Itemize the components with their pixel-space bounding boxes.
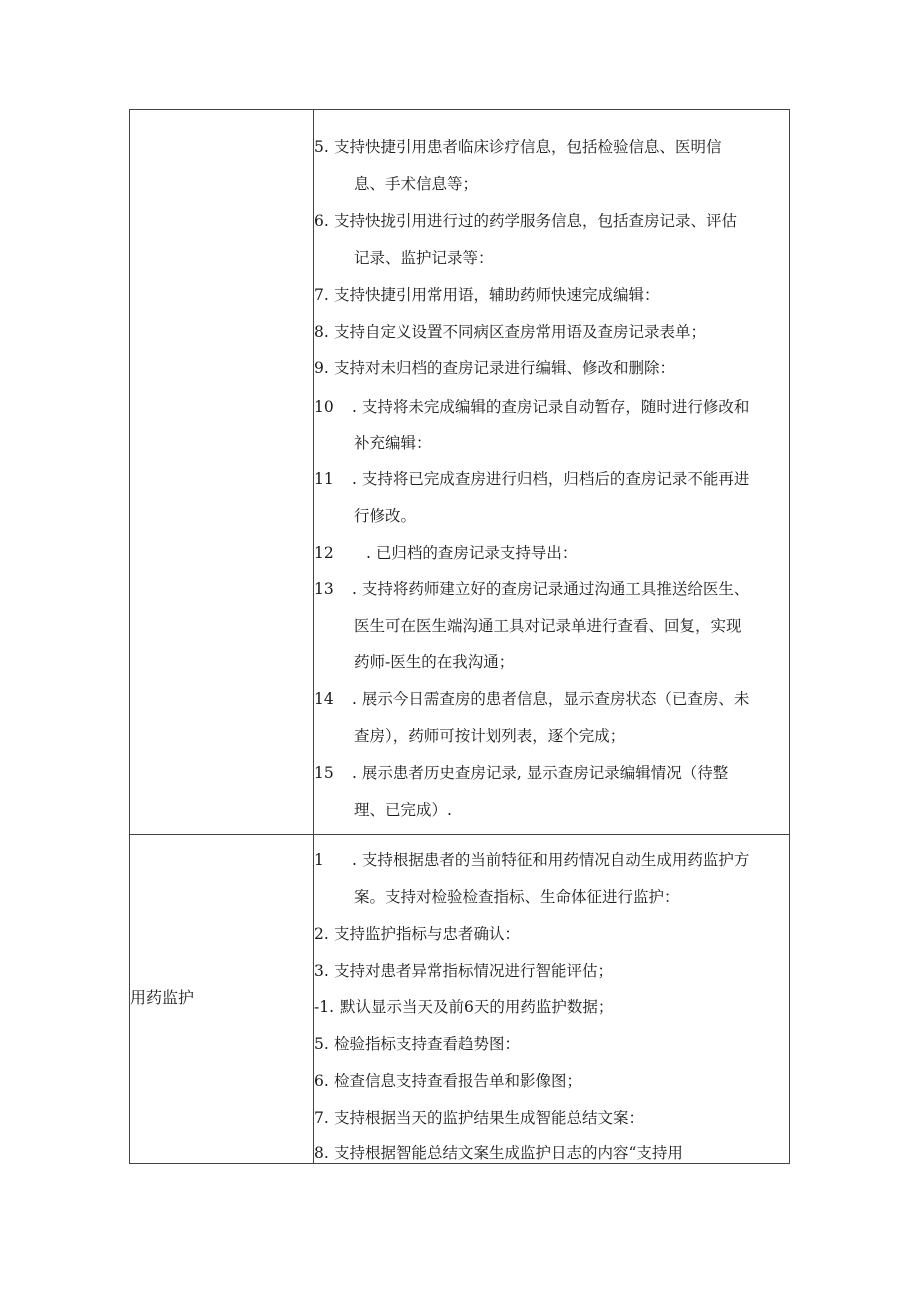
item-number: 11 bbox=[314, 470, 334, 488]
item-number: 3. bbox=[314, 962, 329, 980]
item-text: 补充编辑： bbox=[354, 434, 432, 452]
item-text: 支持监护指标与忠者确认： bbox=[334, 925, 521, 943]
item-text: 行修改。 bbox=[354, 507, 417, 525]
item-number: 15 bbox=[314, 764, 334, 782]
item-text: 案。支持对检验检查指标、生命体征进行监护： bbox=[354, 888, 680, 906]
item-text: 理、已完成）. bbox=[354, 801, 452, 819]
item-number: 12 bbox=[314, 544, 334, 562]
table-right-border bbox=[789, 109, 790, 1164]
item-number: 14 bbox=[314, 690, 334, 708]
item-number: -1. bbox=[314, 998, 335, 1016]
item-text: 检查信息支持查看报告单和影像图； bbox=[334, 1072, 583, 1090]
item-text: 医生可在医生端沟通工具对记录单进行查看、回复，实现 bbox=[354, 617, 742, 635]
item-text: 药师-医生的在我沟通； bbox=[354, 653, 515, 671]
item-text: . 展示患者历史查房记录, 显示查房记录编辑情况（待整 bbox=[352, 764, 729, 782]
item-number: 8. bbox=[314, 1144, 329, 1162]
item-text: . 支持将药师建立好的查房记录通过沟通工具推送给医生、 bbox=[352, 580, 750, 598]
item-number: 9. bbox=[314, 359, 329, 377]
item-number: 5. bbox=[314, 1035, 329, 1053]
item-text: 支持快捷引用患者临床诊疗信息，包括检验信息、医明信 bbox=[334, 138, 722, 156]
item-text: 支持对未归档的查房记录进行编辑、修改和删除： bbox=[334, 359, 676, 377]
item-number: 7. bbox=[314, 1109, 329, 1127]
item-text: 记录、监护记录等： bbox=[354, 249, 494, 267]
item-text: 支持根据智能总结文案生成监护日志的内容“支持用 bbox=[334, 1144, 683, 1162]
item-text: . 展示今日需查房的患者信息，显示查房状态（已查房、未 bbox=[352, 690, 750, 708]
table-top-border bbox=[129, 109, 790, 110]
item-text: 支持对患者异常指标情况进行智能评估； bbox=[334, 962, 614, 980]
item-text: . 支持将未完成编辑的查房记录自动暂存，随时进行修改和 bbox=[352, 398, 750, 416]
item-text: 支持快拢引用进行过的药学服务信息，包括查房记录、评估 bbox=[334, 212, 738, 230]
item-number: 1 bbox=[314, 851, 324, 869]
item-text: 默认显示当天及前6天的用药监护数据； bbox=[340, 998, 614, 1016]
item-text: 查房），药师可按计划列表，逐个完成； bbox=[354, 727, 626, 745]
item-number: 8. bbox=[314, 323, 329, 341]
item-text: . 支持根据患者的当前特征和用药情况自动生成用药监护方 bbox=[352, 851, 750, 869]
item-text: . 已归档的查房记录支持导出： bbox=[366, 544, 578, 562]
item-number: 10 bbox=[314, 398, 334, 416]
item-text: 支持自定义设置不同病区查房常用语及查房记录表单； bbox=[334, 323, 707, 341]
item-text: . 支持将已完成查房进行归档，归档后的查房记录不能再进 bbox=[352, 470, 750, 488]
item-text: 息、手术信息等； bbox=[354, 175, 479, 193]
table-row-divider bbox=[129, 834, 790, 835]
row-label-medication-monitoring: 用药监护 bbox=[130, 988, 195, 1007]
item-text: 检验指标支持查看趋势图： bbox=[334, 1035, 521, 1053]
item-number: 7. bbox=[314, 286, 329, 304]
item-number: 6. bbox=[314, 212, 329, 230]
item-number: 6. bbox=[314, 1072, 329, 1090]
item-number: 2. bbox=[314, 925, 329, 943]
item-text: 支持快捷引用常用语，辅助药师快速完成编辑： bbox=[334, 286, 660, 304]
item-number: 5. bbox=[314, 138, 329, 156]
item-number: 13 bbox=[314, 580, 334, 598]
item-text: 支持根据当天的监护结果生成智能总结文案： bbox=[334, 1109, 645, 1127]
